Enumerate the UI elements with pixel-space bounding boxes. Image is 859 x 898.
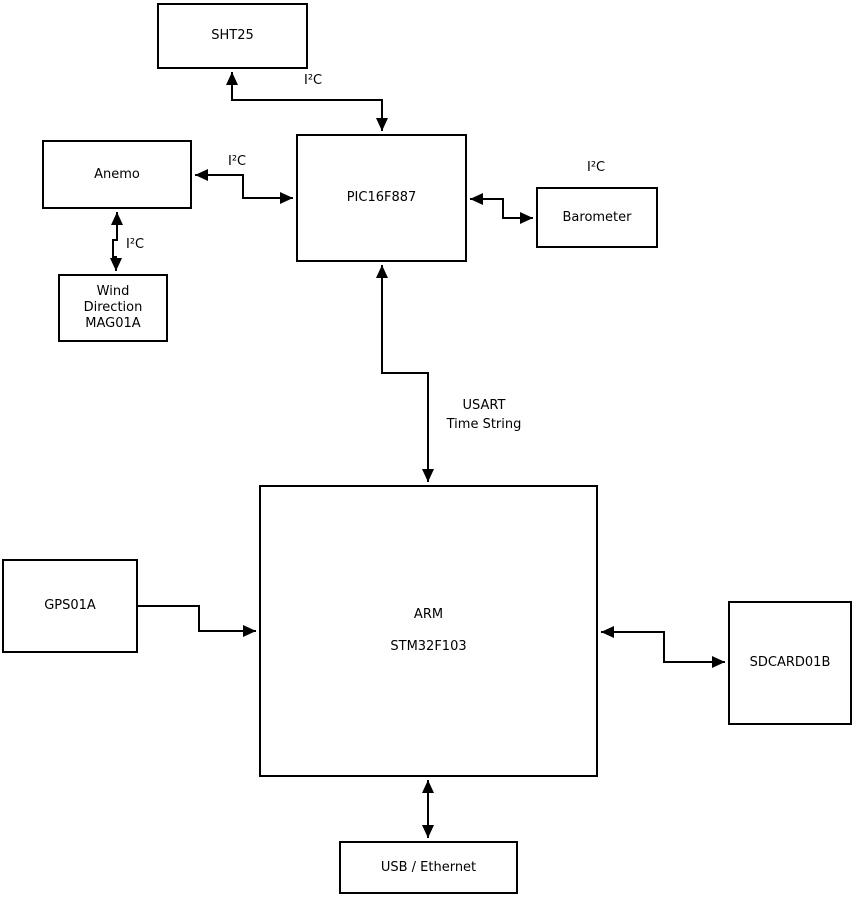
node-gps01a-label: GPS01A <box>44 598 96 613</box>
edge-anemo-wind-direction <box>113 212 117 271</box>
node-gps01a <box>2 559 138 653</box>
node-anemo <box>42 140 192 209</box>
node-sdcard01b <box>728 601 852 725</box>
edge-pic16f887-barometer <box>470 199 533 218</box>
label-i2c-anemo-wind: I²C <box>126 237 145 252</box>
edge-anemo-pic16f887 <box>195 175 293 198</box>
node-sht25 <box>157 3 308 69</box>
node-arm <box>259 485 598 777</box>
edge-gps01a-arm <box>138 606 256 631</box>
node-usb-ethernet <box>339 841 518 894</box>
label-i2c-sht25-pic: I²C <box>304 73 323 88</box>
label-i2c-barometer: I²C <box>587 160 606 175</box>
edge-pic16f887-arm <box>382 265 428 482</box>
label-usart-line1: USART <box>462 398 506 413</box>
node-usb-ethernet-label: USB / Ethernet <box>380 859 477 875</box>
edge-arm-sdcard01b <box>601 632 725 662</box>
node-arm-label-2: STM32F103 <box>390 639 467 654</box>
node-pic16f887-label: PIC16F887 <box>346 190 417 205</box>
label-i2c-anemo-pic: I²C <box>228 154 247 169</box>
node-barometer-label: Barometer <box>562 209 632 225</box>
node-wind-direction <box>58 274 168 342</box>
node-arm-label-1: ARM <box>413 607 444 622</box>
node-wind-direction-label-3: MAG01A <box>85 316 141 331</box>
node-barometer <box>536 187 658 248</box>
node-pic16f887 <box>296 134 467 262</box>
node-anemo-label: Anemo <box>94 166 140 182</box>
node-wind-direction-label-1: Wind <box>96 284 130 299</box>
label-usart-time-string <box>447 396 522 434</box>
node-sht25-label: SHT25 <box>211 28 254 43</box>
node-wind-direction-label-2: Direction <box>83 300 143 315</box>
node-sdcard01b-label: SDCARD01B <box>749 655 831 670</box>
label-usart-line2: Time String <box>446 417 522 432</box>
